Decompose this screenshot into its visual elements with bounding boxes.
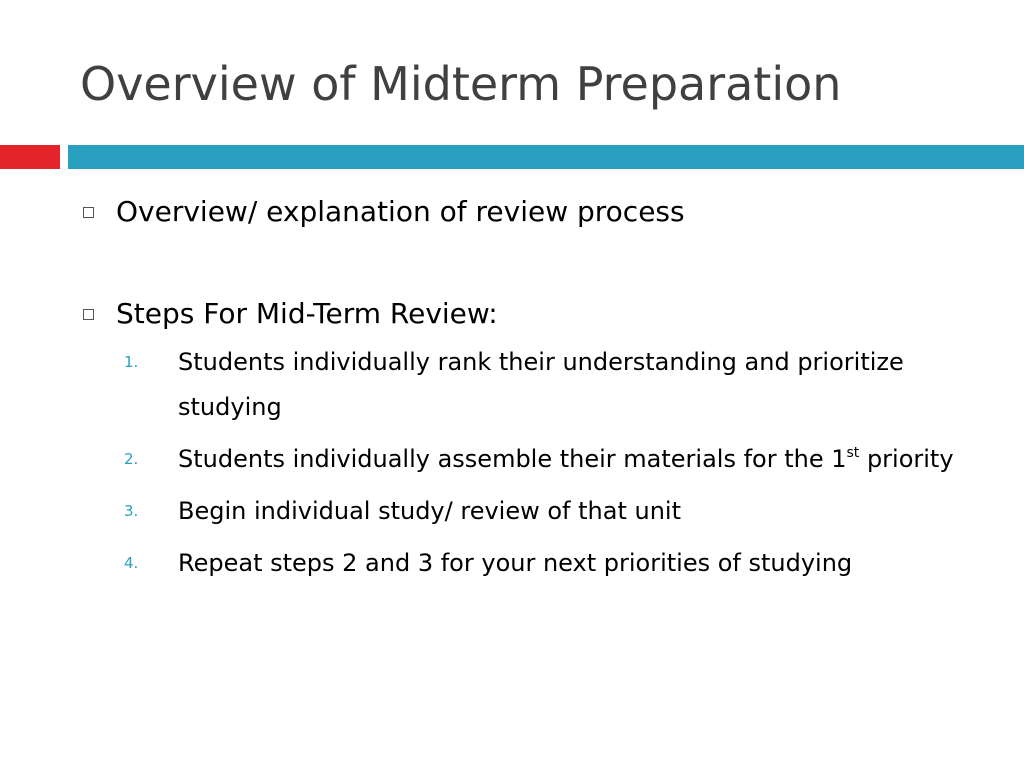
bullet-item-overview xyxy=(80,190,980,234)
step-text: Students individually rank their understanding and prioritize studying xyxy=(178,348,904,421)
title-accent-bar-red xyxy=(0,145,60,169)
step-number: 1. xyxy=(124,353,139,371)
slide-title: Overview of Midterm Preparation xyxy=(80,57,842,111)
step-text-superscript: st xyxy=(846,445,860,461)
steps-list xyxy=(80,340,980,586)
bullet-text: Overview/ explanation of review process xyxy=(116,195,685,228)
bullet-text: Steps For Mid-Term Review: xyxy=(116,297,498,330)
list-item-step-1 xyxy=(80,340,958,430)
list-item-step-4 xyxy=(80,541,958,586)
step-text xyxy=(178,437,958,482)
step-text: Repeat steps 2 and 3 for your next priorities of studying xyxy=(178,549,853,577)
step-number: 3. xyxy=(124,502,139,520)
bullet-item-steps xyxy=(80,292,980,336)
list-item-step-2 xyxy=(80,437,958,482)
step-number: 4. xyxy=(124,554,139,572)
step-text-tail: priority xyxy=(859,445,954,473)
step-number: 2. xyxy=(124,450,139,468)
slide-content xyxy=(80,190,980,593)
list-item-step-3 xyxy=(80,489,958,534)
step-text: Begin individual study/ review of that unit xyxy=(178,497,681,525)
step-text-main: Students individually assemble their materials for the 1 xyxy=(178,445,847,473)
hollow-square-bullet-icon xyxy=(83,207,94,218)
hollow-square-bullet-icon xyxy=(83,309,94,320)
title-accent-bar-blue xyxy=(68,145,1024,169)
